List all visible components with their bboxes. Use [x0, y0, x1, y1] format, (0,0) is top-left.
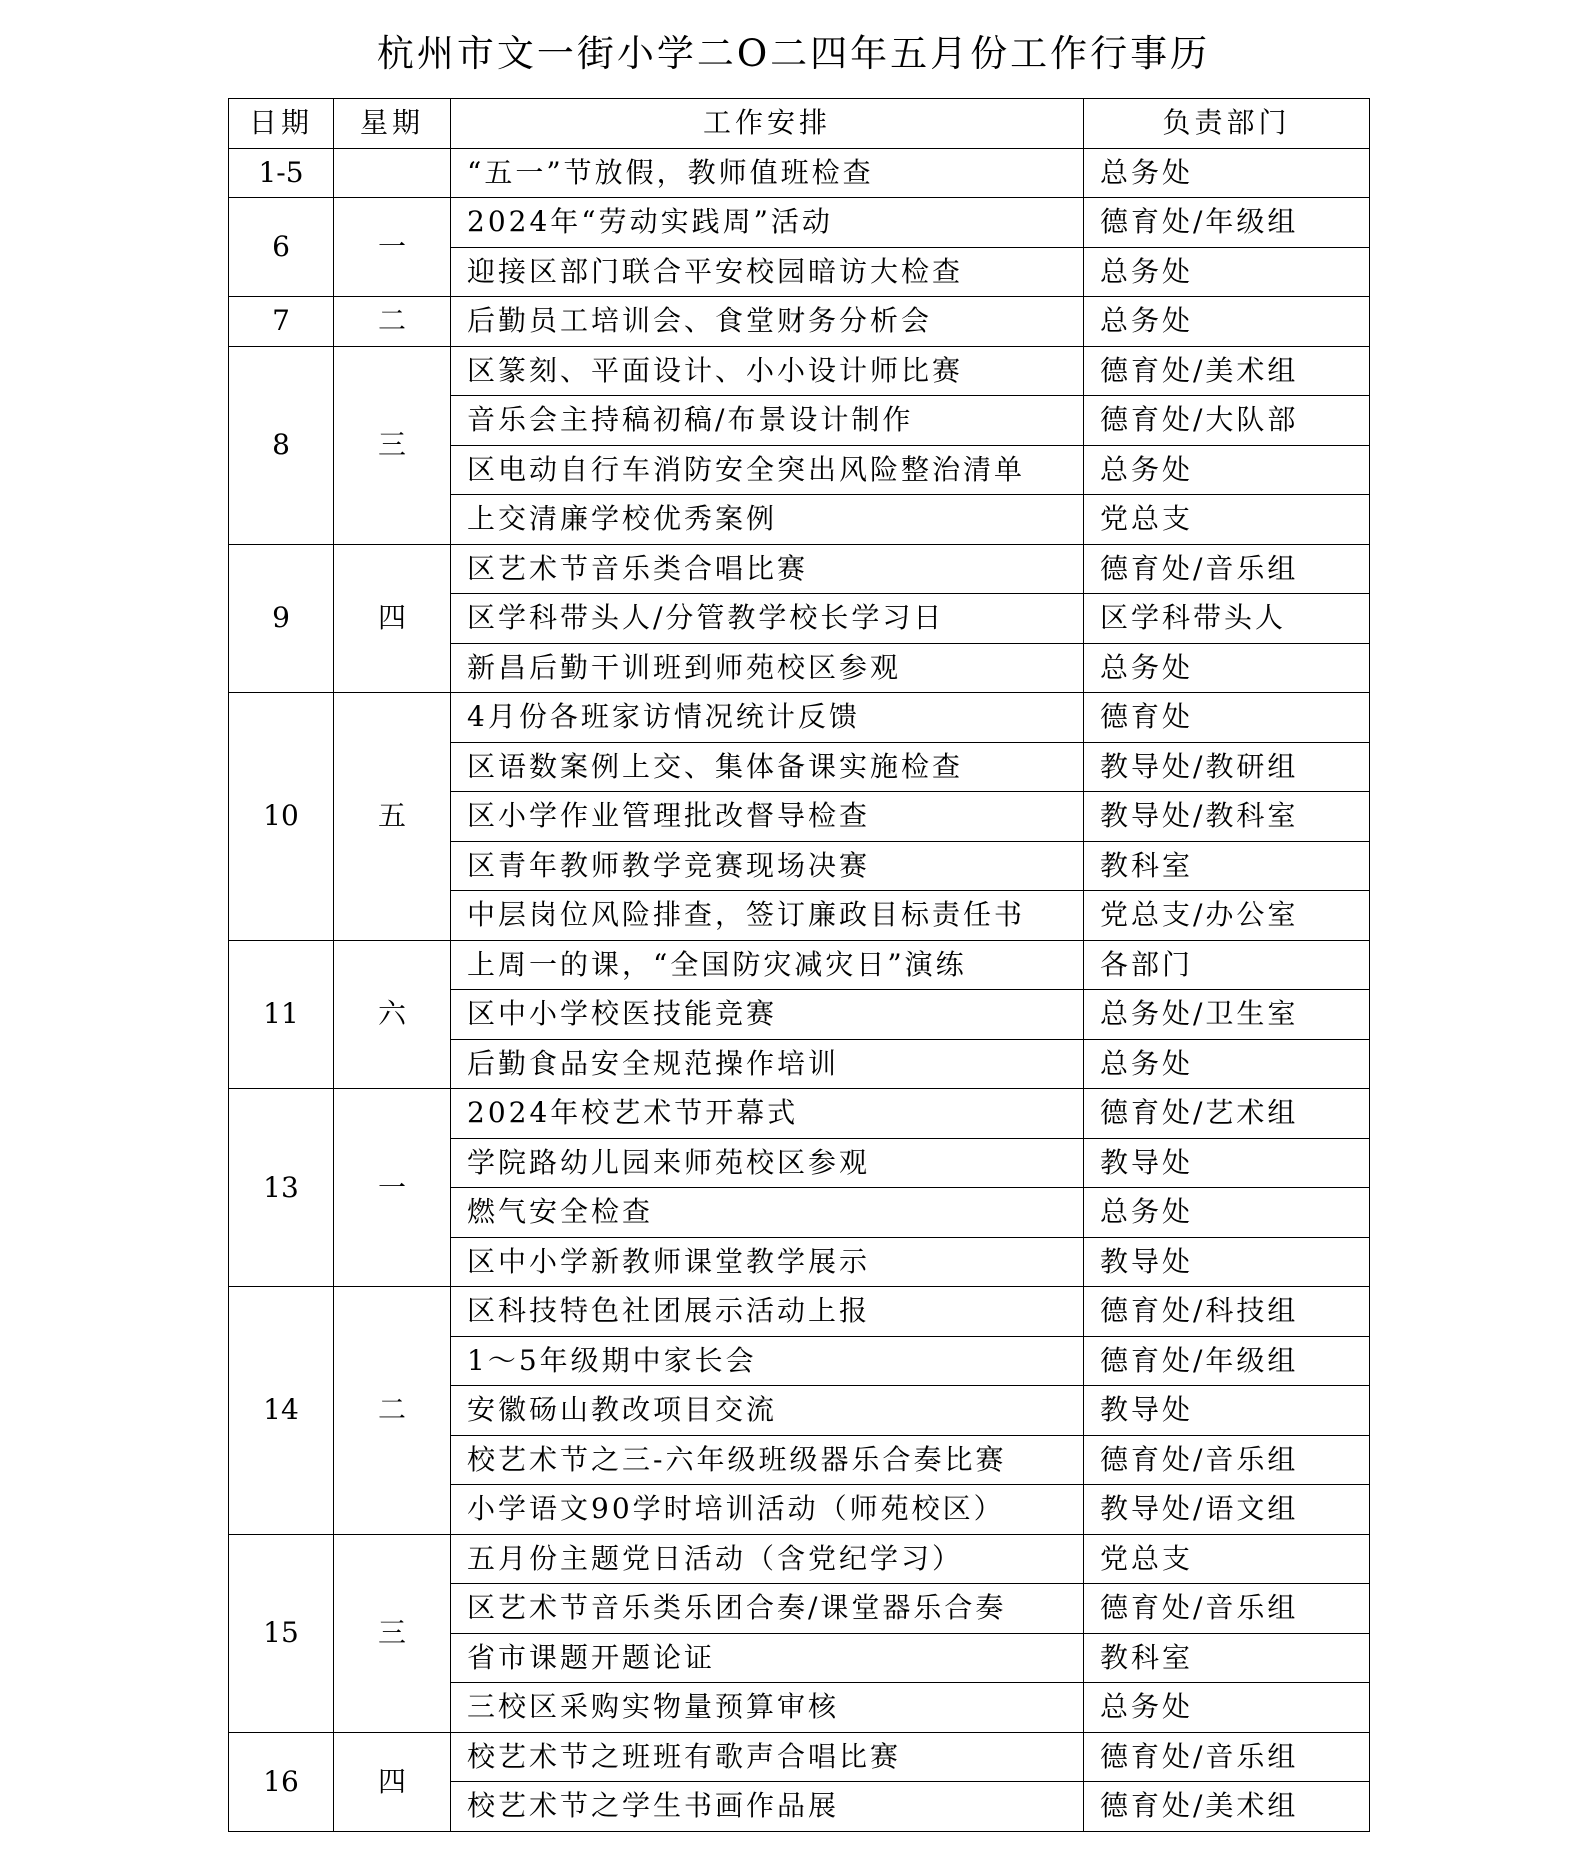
dept-cell: 区学科带头人 [1084, 594, 1370, 644]
task-cell: 后勤食品安全规范操作培训 [451, 1039, 1084, 1089]
table-row [229, 297, 1370, 347]
weekday-cell: 二 [334, 1287, 451, 1535]
dept-cell: 总务处 [1084, 148, 1370, 198]
calendar-table [228, 98, 1370, 1832]
weekday-cell [334, 148, 451, 198]
dept-cell: 德育处/音乐组 [1084, 1732, 1370, 1782]
dept-cell: 党总支/办公室 [1084, 891, 1370, 941]
task-cell: 小学语文90学时培训活动（师苑校区） [451, 1485, 1084, 1535]
dept-cell: 教科室 [1084, 1633, 1370, 1683]
task-cell: 迎接区部门联合平安校园暗访大检查 [451, 247, 1084, 297]
dept-cell: 总务处 [1084, 445, 1370, 495]
task-cell: 音乐会主持稿初稿/布景设计制作 [451, 396, 1084, 446]
header-task: 工作安排 [451, 99, 1084, 149]
task-cell: 校艺术节之班班有歌声合唱比赛 [451, 1732, 1084, 1782]
date-cell: 16 [229, 1732, 334, 1831]
table-row [229, 346, 1370, 396]
task-cell: 校艺术节之三-六年级班级器乐合奏比赛 [451, 1435, 1084, 1485]
task-cell: 区篆刻、平面设计、小小设计师比赛 [451, 346, 1084, 396]
dept-cell: 德育处/音乐组 [1084, 1584, 1370, 1634]
dept-cell: 总务处 [1084, 1188, 1370, 1238]
header-dept: 负责部门 [1084, 99, 1370, 149]
dept-cell: 总务处 [1084, 297, 1370, 347]
weekday-cell: 一 [334, 1089, 451, 1287]
table-row [229, 1287, 1370, 1337]
dept-cell: 德育处 [1084, 693, 1370, 743]
task-cell: 学院路幼儿园来师苑校区参观 [451, 1138, 1084, 1188]
task-cell: 五月份主题党日活动（含党纪学习） [451, 1534, 1084, 1584]
dept-cell: 德育处/科技组 [1084, 1287, 1370, 1337]
date-cell: 1-5 [229, 148, 334, 198]
dept-cell: 德育处/音乐组 [1084, 1435, 1370, 1485]
dept-cell: 德育处/年级组 [1084, 198, 1370, 248]
task-cell: 区科技特色社团展示活动上报 [451, 1287, 1084, 1337]
task-cell: 三校区采购实物量预算审核 [451, 1683, 1084, 1733]
dept-cell: 教科室 [1084, 841, 1370, 891]
table-body [229, 148, 1370, 1831]
task-cell: 2024年校艺术节开幕式 [451, 1089, 1084, 1139]
page-title: 杭州市文一街小学二O二四年五月份工作行事历 [376, 32, 1211, 75]
date-cell: 9 [229, 544, 334, 693]
date-cell: 10 [229, 693, 334, 941]
dept-cell: 总务处/卫生室 [1084, 990, 1370, 1040]
task-cell: 安徽砀山教改项目交流 [451, 1386, 1084, 1436]
task-cell: 1～5年级期中家长会 [451, 1336, 1084, 1386]
header-date: 日期 [229, 99, 334, 149]
dept-cell: 各部门 [1084, 940, 1370, 990]
date-cell: 8 [229, 346, 334, 544]
table-row [229, 693, 1370, 743]
task-cell: 省市课题开题论证 [451, 1633, 1084, 1683]
task-cell: 区电动自行车消防安全突出风险整治清单 [451, 445, 1084, 495]
task-cell: 区艺术节音乐类合唱比赛 [451, 544, 1084, 594]
dept-cell: 教导处 [1084, 1138, 1370, 1188]
table-row [229, 544, 1370, 594]
task-cell: 上周一的课，“全国防灾减灾日”演练 [451, 940, 1084, 990]
dept-cell: 德育处/艺术组 [1084, 1089, 1370, 1139]
table-header [229, 99, 1370, 149]
task-cell: 2024年“劳动实践周”活动 [451, 198, 1084, 248]
date-cell: 14 [229, 1287, 334, 1535]
dept-cell: 德育处/美术组 [1084, 1782, 1370, 1832]
weekday-cell: 四 [334, 1732, 451, 1831]
dept-cell: 总务处 [1084, 643, 1370, 693]
weekday-cell: 五 [334, 693, 451, 941]
table-row [229, 1089, 1370, 1139]
task-cell: 区中小学校医技能竞赛 [451, 990, 1084, 1040]
weekday-cell: 一 [334, 198, 451, 297]
task-cell: 后勤员工培训会、食堂财务分析会 [451, 297, 1084, 347]
weekday-cell: 二 [334, 297, 451, 347]
date-cell: 13 [229, 1089, 334, 1287]
dept-cell: 德育处/年级组 [1084, 1336, 1370, 1386]
task-cell: 区小学作业管理批改督导检查 [451, 792, 1084, 842]
task-cell: “五一”节放假，教师值班检查 [451, 148, 1084, 198]
table-row [229, 1534, 1370, 1584]
table-row [229, 1732, 1370, 1782]
table-row [229, 198, 1370, 248]
dept-cell: 总务处 [1084, 1039, 1370, 1089]
dept-cell: 德育处/美术组 [1084, 346, 1370, 396]
dept-cell: 党总支 [1084, 1534, 1370, 1584]
task-cell: 区中小学新教师课堂教学展示 [451, 1237, 1084, 1287]
dept-cell: 教导处 [1084, 1386, 1370, 1436]
dept-cell: 党总支 [1084, 495, 1370, 545]
table-row [229, 148, 1370, 198]
task-cell: 区语数案例上交、集体备课实施检查 [451, 742, 1084, 792]
dept-cell: 教导处 [1084, 1237, 1370, 1287]
task-cell: 区青年教师教学竞赛现场决赛 [451, 841, 1084, 891]
task-cell: 校艺术节之学生书画作品展 [451, 1782, 1084, 1832]
dept-cell: 德育处/大队部 [1084, 396, 1370, 446]
weekday-cell: 三 [334, 346, 451, 544]
date-cell: 15 [229, 1534, 334, 1732]
dept-cell: 教导处/教科室 [1084, 792, 1370, 842]
date-cell: 7 [229, 297, 334, 347]
dept-cell: 总务处 [1084, 247, 1370, 297]
table-row [229, 940, 1370, 990]
dept-cell: 德育处/音乐组 [1084, 544, 1370, 594]
weekday-cell: 三 [334, 1534, 451, 1732]
header-row [229, 99, 1370, 149]
task-cell: 新昌后勤干训班到师苑校区参观 [451, 643, 1084, 693]
dept-cell: 教导处/教研组 [1084, 742, 1370, 792]
date-cell: 11 [229, 940, 334, 1089]
task-cell: 区艺术节音乐类乐团合奏/课堂器乐合奏 [451, 1584, 1084, 1634]
dept-cell: 总务处 [1084, 1683, 1370, 1733]
weekday-cell: 六 [334, 940, 451, 1089]
header-weekday: 星期 [334, 99, 451, 149]
task-cell: 燃气安全检查 [451, 1188, 1084, 1238]
task-cell: 上交清廉学校优秀案例 [451, 495, 1084, 545]
task-cell: 4月份各班家访情况统计反馈 [451, 693, 1084, 743]
task-cell: 区学科带头人/分管教学校长学习日 [451, 594, 1084, 644]
weekday-cell: 四 [334, 544, 451, 693]
task-cell: 中层岗位风险排查，签订廉政目标责任书 [451, 891, 1084, 941]
dept-cell: 教导处/语文组 [1084, 1485, 1370, 1535]
date-cell: 6 [229, 198, 334, 297]
